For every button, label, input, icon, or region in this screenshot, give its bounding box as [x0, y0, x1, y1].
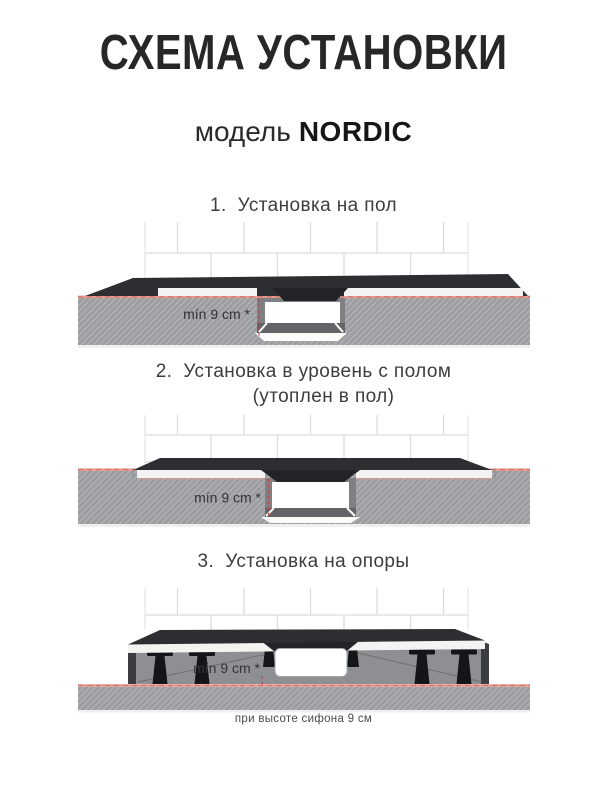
page-title [0, 25, 607, 81]
section-3-number: 3. [197, 551, 215, 572]
drain-dip [272, 288, 348, 301]
siphon-cavity [261, 478, 360, 523]
diagram-install-flush-with-floor [78, 415, 530, 527]
siphon-box [275, 649, 347, 677]
dimension-label: mín 9 cm * [183, 306, 250, 322]
model-label: модель [194, 116, 291, 147]
section-2-title: Установка в уровень с полом [183, 361, 452, 382]
section-1-title: Установка на пол [237, 195, 397, 216]
section-2-number: 2. [155, 361, 173, 382]
section-1-number: 1. [209, 195, 227, 216]
diagram-install-on-floor [78, 222, 530, 352]
floor-screed [78, 684, 530, 712]
section-3-title: Установка на опоры [225, 551, 410, 572]
section-1-heading [0, 195, 607, 217]
drain-dip [261, 470, 360, 482]
section-2-heading [0, 361, 607, 383]
dimension-label: mín 9 cm * [194, 489, 261, 506]
model-name: NORDIC [298, 116, 413, 147]
dimension-label: mín 9 cm * [193, 660, 260, 676]
footnote: при высоте сифона 9 см [234, 713, 373, 725]
section-3-heading [0, 551, 607, 573]
model-line [0, 116, 607, 148]
section-2-subtitle: (утоплен в пол) [252, 386, 395, 407]
page-title-text: СХЕМА УСТАНОВКИ [99, 26, 508, 80]
tile-wall [145, 222, 468, 278]
siphon-cavity [255, 298, 347, 341]
diagram-install-on-supports [78, 585, 530, 713]
tile-wall [145, 588, 468, 630]
